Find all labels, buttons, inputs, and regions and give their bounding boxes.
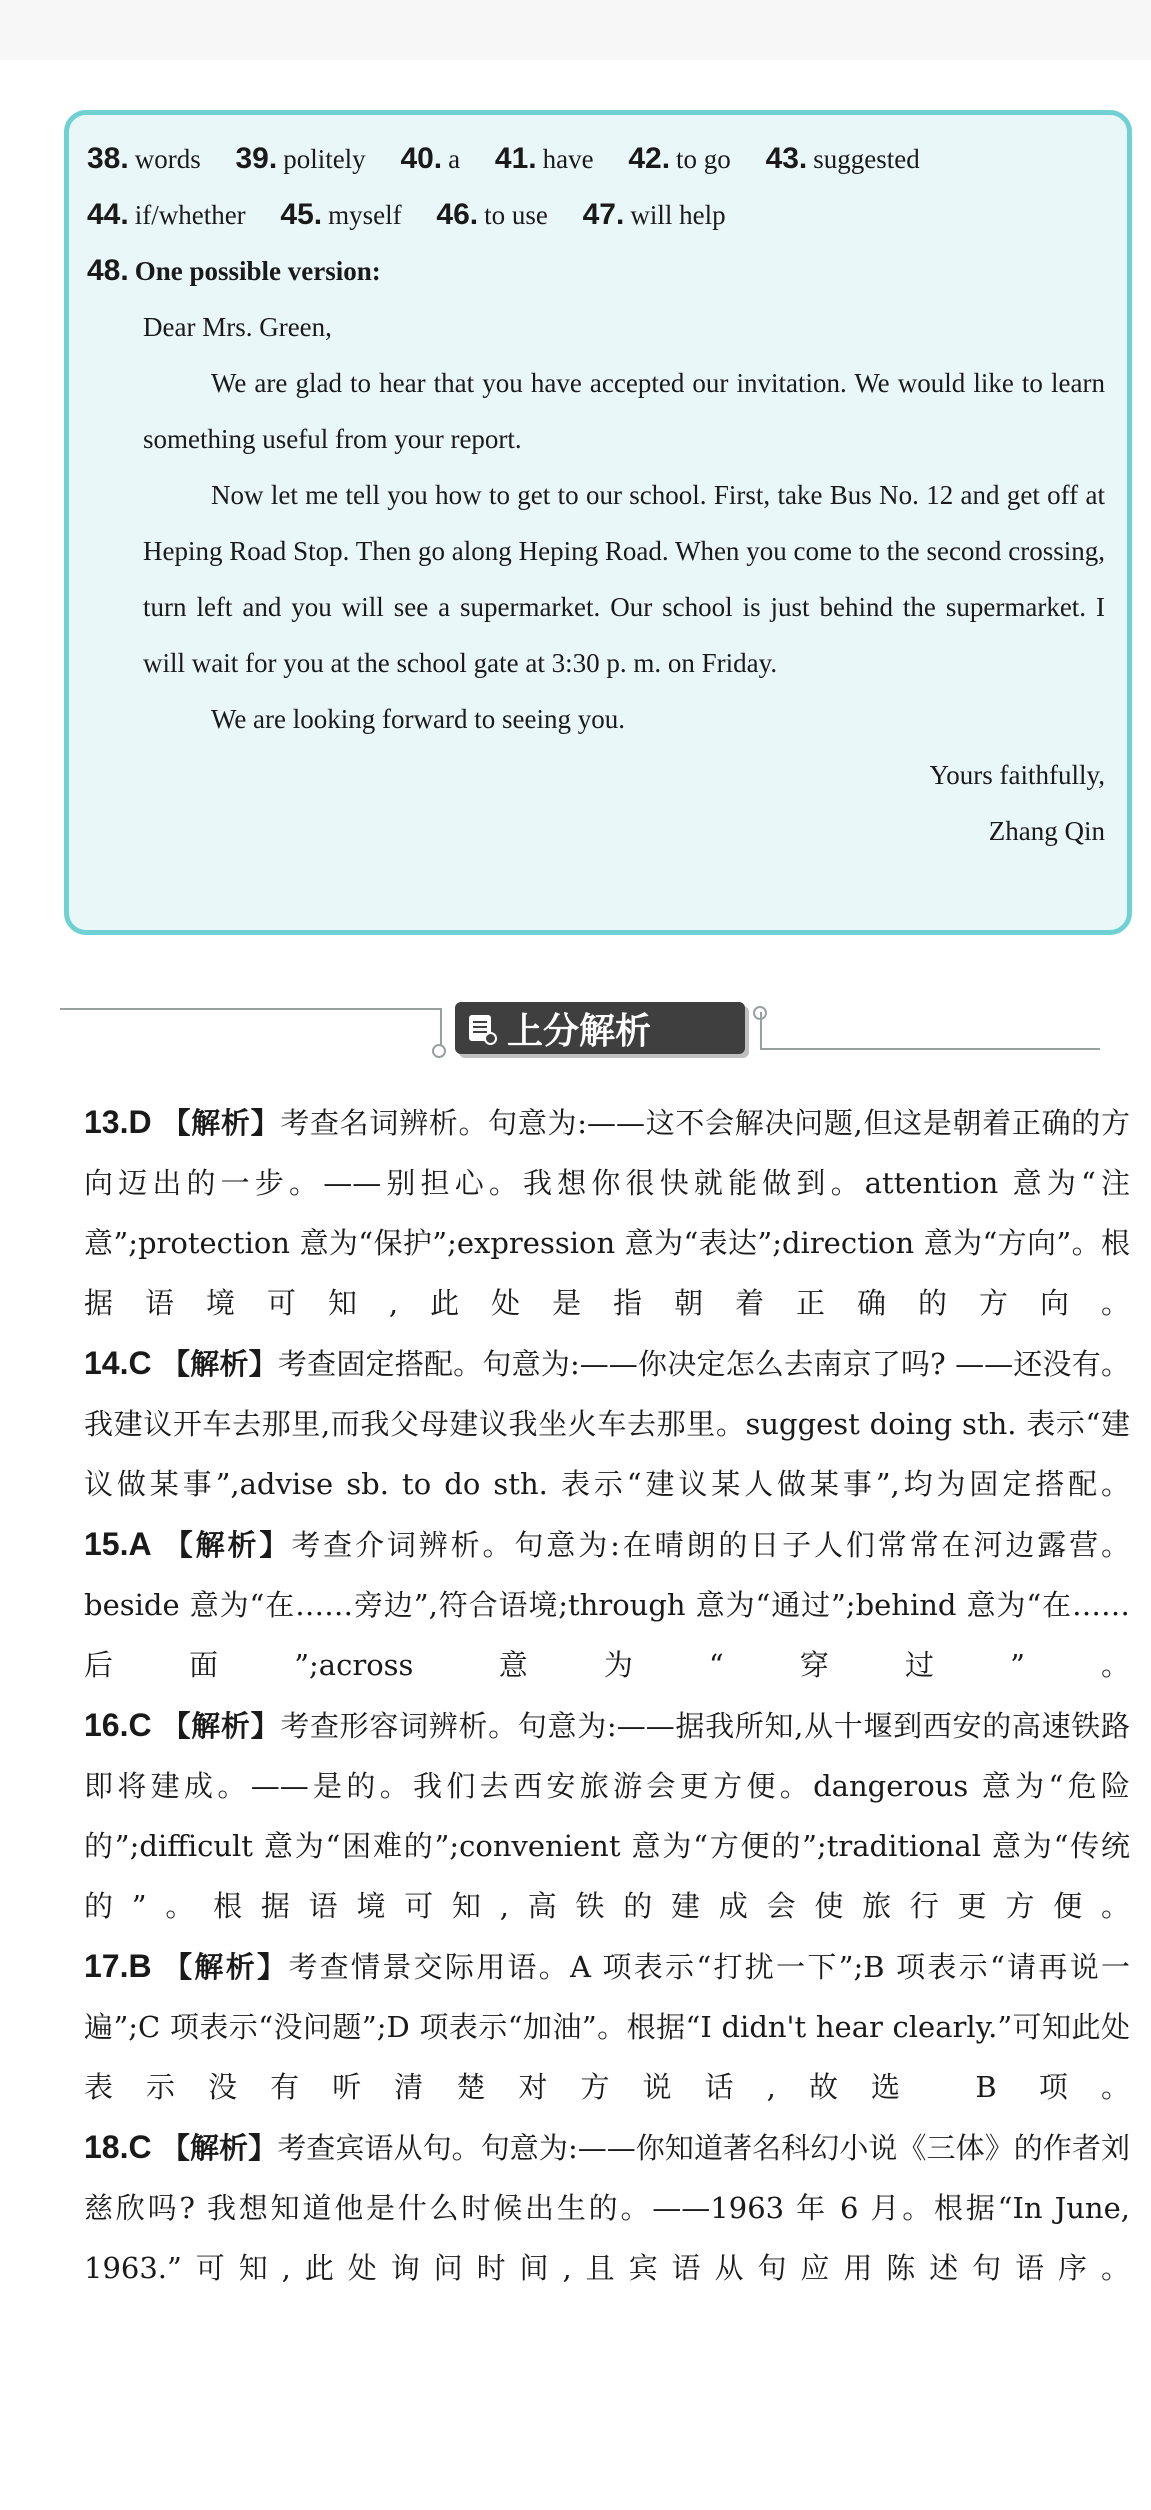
question-number: 13.	[84, 1104, 129, 1140]
analysis-tag: 【解析】	[160, 2131, 278, 2165]
answer-46: 46. to use	[436, 198, 548, 231]
analysis-tag: 【解析】	[161, 1106, 281, 1140]
answer-45: 45. myself	[280, 198, 402, 231]
answer-row-1	[87, 131, 1105, 187]
banner-line-right-vertical	[760, 1012, 762, 1048]
answer-44: 44. if/whether	[87, 198, 246, 231]
answer-40: 40. a	[400, 142, 461, 175]
page-top-strip	[0, 0, 1151, 60]
section-title	[455, 1002, 745, 1054]
analysis-item-18	[84, 2117, 1130, 2298]
analysis-tag: 【解析】	[161, 1347, 278, 1381]
analysis-item-15	[84, 1514, 1130, 1695]
letter-signature: Zhang Qin	[988, 816, 1105, 846]
question-number: 17.	[84, 1948, 129, 1984]
analysis-text: 考查形容词辨析。句意为:——据我所知,从十堰到西安的高速铁路即将建成。——是的。我们去西安旅游会更方便。dangerous 意为“危险的”;difficult 意为“困难的”;convenient 意为“方便的”;traditional 意为“传统的”。根据语境可知,高铁的建成会使旅行更方便。	[84, 1709, 1130, 1923]
analysis-text: 考查情景交际用语。A 项表示“打扰一下”;B 项表示“请再说一遍”;C 项表示“没问题”;D 项表示“加油”。根据“I didn't hear clearly.”可知此处表示没有听清楚对方说话,故选 B 项。	[84, 1950, 1130, 2104]
question-number: 15.	[84, 1526, 129, 1562]
answer-row-2	[87, 187, 1105, 243]
answer-47: 47. will help	[582, 198, 726, 231]
analysis-text: 考查介词辨析。句意为:在晴朗的日子人们常常在河边露营。beside 意为“在……旁边”,符合语境;through 意为“通过”;behind 意为“在……后面”;across 意为“穿过”。	[84, 1528, 1130, 1682]
banner-dot-left	[432, 1044, 446, 1058]
banner-line-left-vertical	[440, 1008, 442, 1048]
analysis-tag: 【解析】	[161, 1709, 281, 1743]
notepad-icon	[469, 1015, 491, 1041]
letter-paragraph-1: We are glad to hear that you have accepted our invitation. We would like to learn something useful from your report.	[143, 368, 1105, 454]
analysis-list	[84, 1092, 1130, 2298]
banner-line-right	[760, 1048, 1100, 1050]
answer-letter: A	[128, 1526, 152, 1562]
letter-closing: Yours faithfully,	[929, 760, 1105, 790]
answer-letter: C	[128, 2129, 152, 2165]
analysis-text: 考查宾语从句。句意为:——你知道著名科幻小说《三体》的作者刘慈欣吗? 我想知道他是什么时候出生的。——1963 年 6 月。根据“In June, 1963.”可知,此处询问时间,且宾语从句应用陈述句语序。	[84, 2131, 1130, 2285]
answer-letter: C	[128, 1707, 152, 1743]
answer-48-heading: 48. One possible version:	[87, 254, 381, 287]
question-number: 14.	[84, 1345, 129, 1381]
analysis-item-17	[84, 1936, 1130, 2117]
letter-greeting: Dear Mrs. Green,	[143, 312, 332, 342]
model-letter	[143, 299, 1105, 859]
analysis-item-13	[84, 1092, 1130, 1333]
answer-42: 42. to go	[628, 142, 731, 175]
answer-letter: D	[128, 1104, 152, 1140]
question-number: 18.	[84, 2129, 129, 2165]
analysis-text: 考查固定搭配。句意为:——你决定怎么去南京了吗? ——还没有。我建议开车去那里,而我父母建议我坐火车去那里。suggest doing sth. 表示“建议做某事”,advise sb. to do sth. 表示“建议某人做某事”,均为固定搭配。	[84, 1347, 1130, 1501]
banner-line-left	[60, 1008, 440, 1010]
analysis-tag: 【解析】	[163, 1528, 292, 1562]
section-banner	[60, 1000, 1100, 1070]
answer-39: 39. politely	[235, 142, 366, 175]
question-number: 16.	[84, 1707, 129, 1743]
answer-letter: B	[128, 1948, 152, 1984]
letter-paragraph-2: Now let me tell you how to get to our school. First, take Bus No. 12 and get off at Heping Road Stop. Then go along Heping Road. When you come to the second crossing, turn left and you will see a supermarket. Our school is just behind the supermarket. I will wait for you at the school gate at 3:30 p. m. on Friday.	[143, 480, 1105, 678]
answer-43: 43. suggested	[765, 142, 920, 175]
analysis-text: 考查名词辨析。句意为:——这不会解决问题,但这是朝着正确的方向迈出的一步。——别担心。我想你很快就能做到。attention 意为“注意”;protection 意为“保护”;expression 意为“表达”;direction 意为“方向”。根据语境可知,此处是指朝着正确的方向。	[84, 1106, 1130, 1320]
answer-key-box	[64, 110, 1132, 935]
answer-letter: C	[128, 1345, 152, 1381]
answer-38: 38. words	[87, 142, 201, 175]
letter-paragraph-3: We are looking forward to seeing you.	[211, 704, 625, 734]
analysis-item-16	[84, 1695, 1130, 1936]
answer-41: 41. have	[494, 142, 594, 175]
analysis-item-14	[84, 1333, 1130, 1514]
section-title-text: 上分解析	[507, 1010, 652, 1052]
analysis-tag: 【解析】	[163, 1950, 289, 1984]
